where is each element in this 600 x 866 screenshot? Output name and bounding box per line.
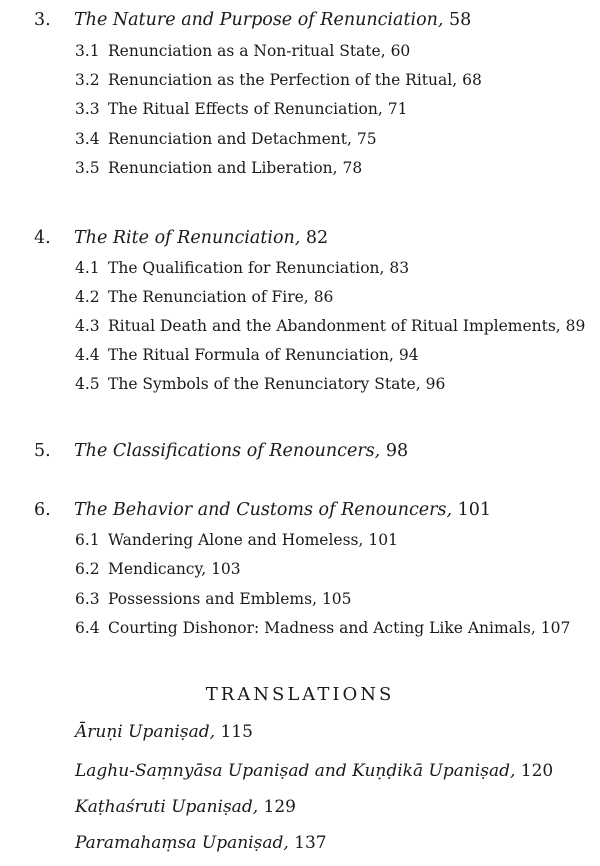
chapter-title: The Behavior and Customs of Renouncers, bbox=[74, 500, 453, 520]
section-number: 3.4 bbox=[75, 130, 100, 148]
section-title: Renunciation as a Non-ritual State, bbox=[108, 42, 386, 60]
page-number: 71 bbox=[387, 100, 408, 118]
page-number: 78 bbox=[342, 159, 363, 177]
page-number: 115 bbox=[220, 722, 253, 742]
section-4-5-entry bbox=[75, 374, 445, 394]
chapter-number: 3. bbox=[34, 10, 51, 30]
section-3-4-entry bbox=[75, 129, 377, 149]
section-6-3-entry bbox=[75, 589, 352, 609]
chapter-number: 5. bbox=[34, 441, 51, 461]
section-3-5-entry bbox=[75, 158, 362, 178]
section-number: 6.4 bbox=[75, 619, 100, 637]
section-number: 4.1 bbox=[75, 259, 100, 277]
section-3-3-entry bbox=[75, 99, 407, 119]
section-6-4-entry bbox=[75, 618, 570, 638]
section-6-1-entry bbox=[75, 530, 398, 550]
chapter-6-entry bbox=[34, 499, 491, 521]
section-3-2-entry bbox=[75, 70, 482, 90]
translation-title: Laghu-Saṃnyāsa Upaniṣad and Kuṇḍikā Upaniṣad, bbox=[75, 761, 516, 781]
page-number: 96 bbox=[425, 375, 446, 393]
page-number: 58 bbox=[449, 10, 472, 30]
section-4-1-entry bbox=[75, 258, 409, 278]
chapter-title: The Classifications of Renouncers, bbox=[74, 441, 381, 461]
section-number: 4.5 bbox=[75, 375, 100, 393]
section-6-2-entry bbox=[75, 559, 241, 579]
chapter-number: 4. bbox=[34, 228, 51, 248]
chapter-title: The Rite of Renunciation, bbox=[74, 228, 301, 248]
chapter-3-entry bbox=[34, 9, 471, 31]
section-title: The Ritual Formula of Renunciation, bbox=[108, 346, 394, 364]
section-title: Renunciation and Liberation, bbox=[108, 159, 338, 177]
section-number: 3.3 bbox=[75, 100, 100, 118]
page-number: 129 bbox=[263, 797, 296, 817]
page-number: 89 bbox=[565, 317, 586, 335]
section-number: 6.1 bbox=[75, 531, 100, 549]
chapter-number: 6. bbox=[34, 500, 51, 520]
translation-title: Kaṭhaśruti Upaniṣad, bbox=[75, 797, 259, 817]
page-number: 82 bbox=[305, 228, 329, 248]
translation-entry bbox=[75, 721, 253, 743]
page-number: 86 bbox=[313, 288, 334, 306]
section-number: 3.5 bbox=[75, 159, 100, 177]
section-number: 4.3 bbox=[75, 317, 100, 335]
translations-heading: TRANSLATIONS bbox=[205, 684, 395, 705]
page-number: 83 bbox=[389, 259, 410, 277]
section-title: Wandering Alone and Homeless, bbox=[108, 531, 364, 549]
section-title: Courting Dishonor: Madness and Acting Like Animals, bbox=[108, 619, 536, 637]
chapter-5-entry bbox=[34, 440, 408, 462]
page-number: 68 bbox=[462, 71, 482, 89]
translation-entry bbox=[75, 796, 296, 818]
section-title: Mendicancy, bbox=[108, 560, 207, 578]
section-4-3-entry bbox=[75, 316, 585, 336]
section-title: The Qualification for Renunciation, bbox=[108, 259, 385, 277]
section-number: 3.1 bbox=[75, 42, 100, 60]
page-number: 75 bbox=[356, 130, 377, 148]
page-number: 60 bbox=[390, 42, 411, 60]
translation-entry bbox=[75, 832, 327, 854]
section-3-1-entry bbox=[75, 41, 410, 61]
section-title: The Symbols of the Renunciatory State, bbox=[108, 375, 421, 393]
section-title: The Renunciation of Fire, bbox=[108, 288, 309, 306]
section-title: Possessions and Emblems, bbox=[108, 590, 317, 608]
page-number: 137 bbox=[294, 833, 327, 853]
section-number: 6.3 bbox=[75, 590, 100, 608]
section-4-2-entry bbox=[75, 287, 333, 307]
section-number: 6.2 bbox=[75, 560, 100, 578]
section-number: 4.4 bbox=[75, 346, 100, 364]
page-number: 94 bbox=[398, 346, 419, 364]
section-number: 3.2 bbox=[75, 71, 100, 89]
section-title: The Ritual Effects of Renunciation, bbox=[108, 100, 383, 118]
page-number: 107 bbox=[540, 619, 571, 637]
page-number: 98 bbox=[385, 441, 409, 461]
section-number: 4.2 bbox=[75, 288, 100, 306]
section-4-4-entry bbox=[75, 345, 419, 365]
translation-title: Paramahaṃsa Upaniṣad, bbox=[75, 833, 289, 853]
translation-title: Āruṇi Upaniṣad, bbox=[75, 722, 216, 742]
chapter-title: The Nature and Purpose of Renunciation, bbox=[74, 10, 444, 30]
section-title: Renunciation as the Perfection of the Ritual, bbox=[108, 71, 458, 89]
page-number: 101 bbox=[368, 531, 398, 549]
page-number: 101 bbox=[457, 500, 492, 520]
section-title: Renunciation and Detachment, bbox=[108, 130, 352, 148]
page-number: 103 bbox=[211, 560, 241, 578]
chapter-4-entry bbox=[34, 227, 328, 249]
page-number: 105 bbox=[321, 590, 352, 608]
page-number: 120 bbox=[520, 761, 554, 781]
section-title: Ritual Death and the Abandonment of Ritual Implements, bbox=[108, 317, 561, 335]
translation-entry bbox=[75, 760, 553, 782]
